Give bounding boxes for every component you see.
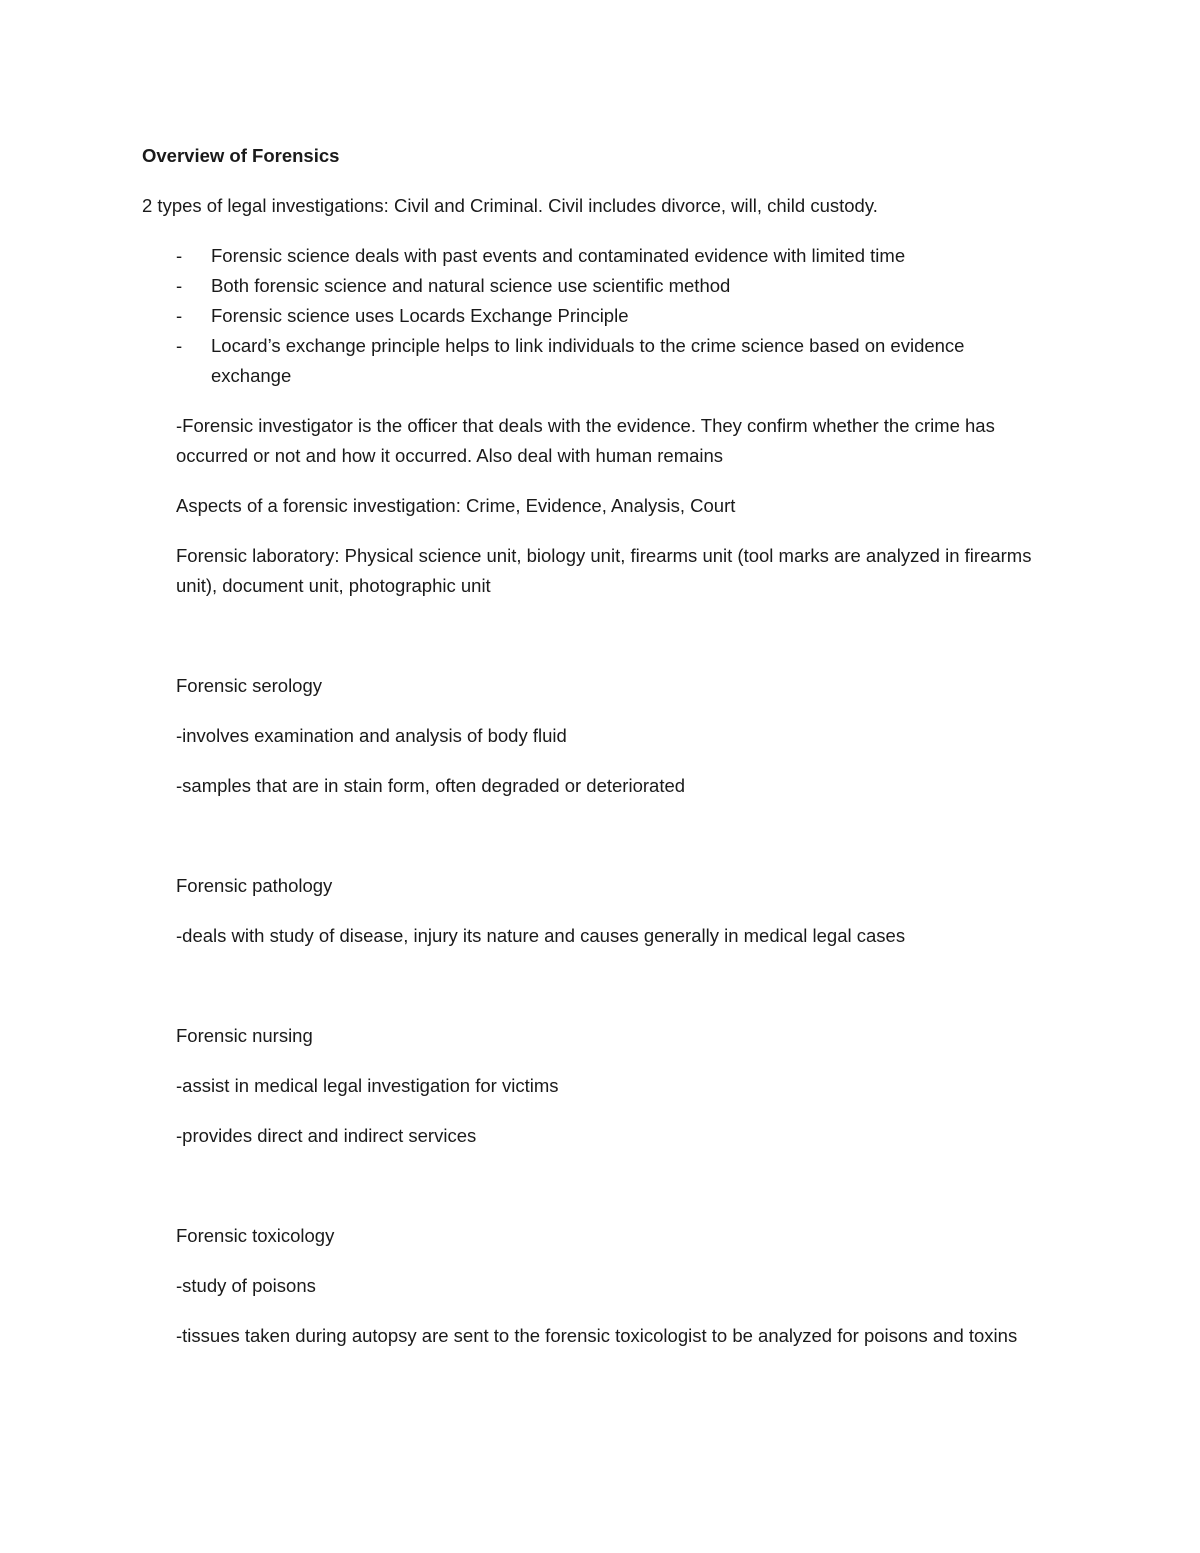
aspects-paragraph: Aspects of a forensic investigation: Crime, Evidence, Analysis, Court [176,495,736,516]
section-spacer [142,821,1042,871]
list-item [142,301,1042,331]
section-line: -provides direct and indirect services [176,1125,477,1146]
section-line: -study of poisons [176,1275,316,1296]
section-spacer [142,971,1042,1021]
list-item-text: Locard’s exchange principle helps to link individuals to the crime science based on evidence exchange [211,335,965,386]
section-heading-toxicology: Forensic toxicology [176,1225,335,1246]
bullet-marker: - [176,245,183,266]
section-spacer [142,621,1042,671]
section-line: -assist in medical legal investigation for victims [176,1075,559,1096]
investigator-paragraph: -Forensic investigator is the officer that deals with the evidence. They confirm whether the crime has occurred or not and how it occurred. Also deal with human remains [176,415,995,466]
intro-paragraph: 2 types of legal investigations: Civil and Criminal. Civil includes divorce, will, child custody. [142,195,878,216]
bullet-marker: - [176,305,183,326]
list-item-text: Forensic science deals with past events and contaminated evidence with limited time [211,245,906,266]
list-item-text: Both forensic science and natural science use scientific method [211,275,731,296]
list-item [142,331,1042,391]
section-line: -samples that are in stain form, often degraded or deteriorated [176,775,686,796]
section-line: -deals with study of disease, injury its nature and causes generally in medical legal cases [176,925,906,946]
section-line: -involves examination and analysis of body fluid [176,725,567,746]
bullet-list [142,241,1042,391]
section-heading-pathology: Forensic pathology [176,875,333,896]
list-item [142,271,1042,301]
section-spacer [142,1171,1042,1221]
bullet-marker: - [176,335,183,356]
document-body [142,141,1042,1371]
bullet-marker: - [176,275,183,296]
document-title: Overview of Forensics [142,145,340,166]
section-heading-nursing: Forensic nursing [176,1025,313,1046]
list-item-text: Forensic science uses Locards Exchange Principle [211,305,629,326]
section-line: -tissues taken during autopsy are sent to the forensic toxicologist to be analyzed for poisons and toxins [176,1325,1018,1346]
laboratory-paragraph: Forensic laboratory: Physical science unit, biology unit, firearms unit (tool marks are analyzed in firearms unit), document unit, photographic unit [176,545,1032,596]
section-heading-serology: Forensic serology [176,675,323,696]
list-item [142,241,1042,271]
